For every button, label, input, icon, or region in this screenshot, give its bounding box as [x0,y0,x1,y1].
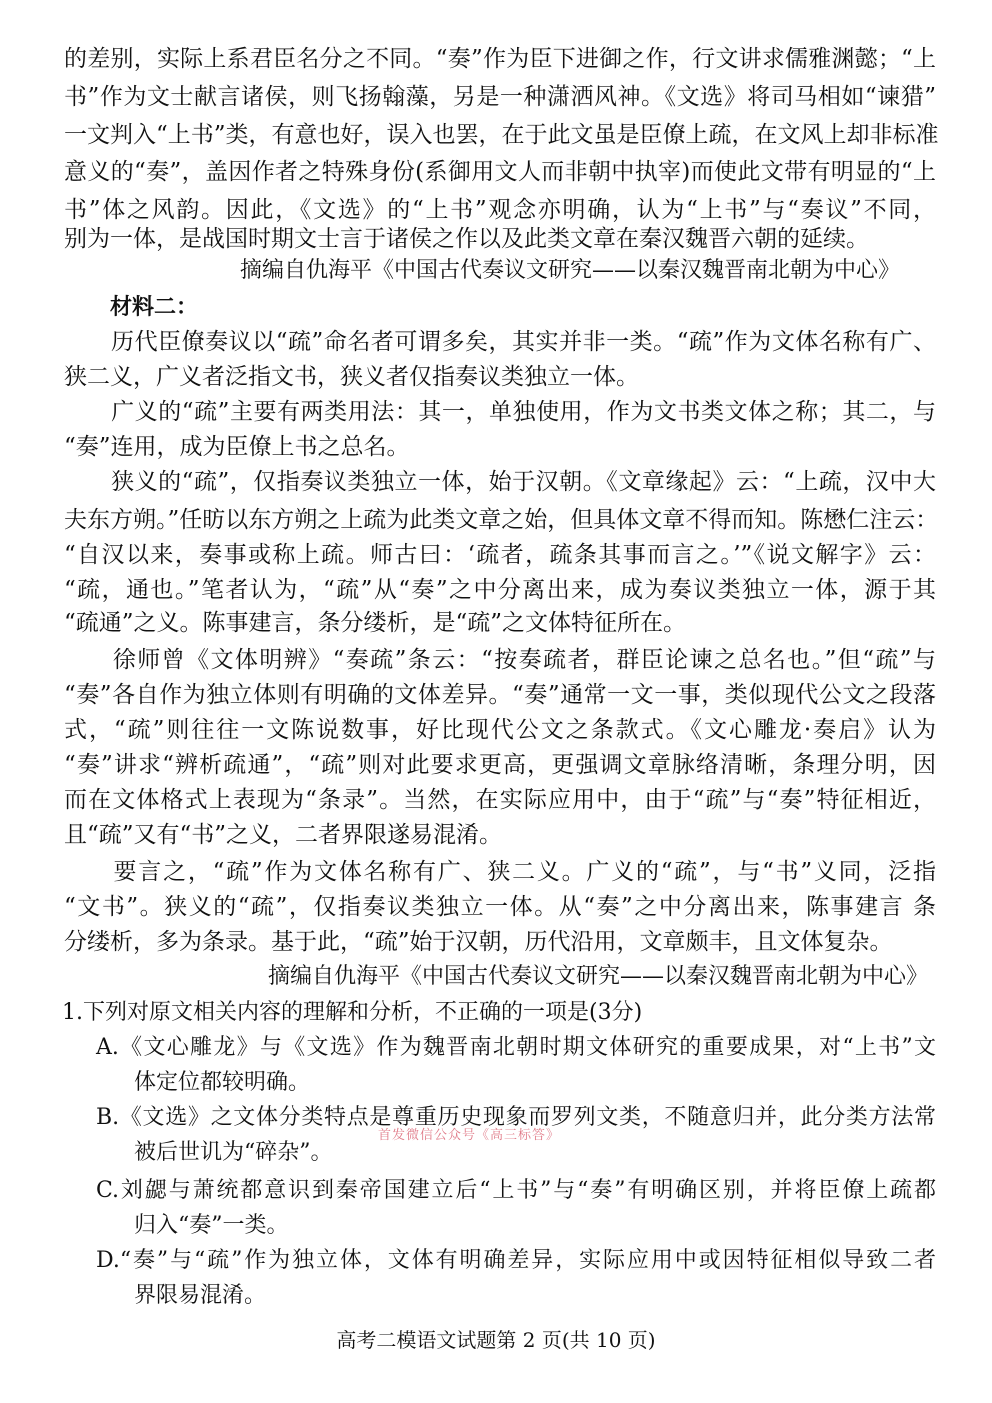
material2-line: 历代臣僚奏议以“疏”命名者可谓多矣，其实并非一类。“疏”作为文体名称有广、 [64,329,936,355]
option-c[interactable]: C.刘勰与萧统都意识到秦帝国建立后“上书”与“奏”有明确区别，并将臣僚上疏都 [96,1178,936,1203]
material1-line: 一文判入“上书”类，有意也好，误入也罢，在于此文虽是臣僚上疏，在文风上却非标准 [64,122,939,148]
option-b-cont: 被后世讥为“碎杂”。 [134,1140,333,1165]
option-b[interactable]: B.《文选》之文体分类特点是尊重历史现象而罗列文类，不随意归并，此分类方法常 [96,1105,936,1130]
material2-line: “文书”。狭义的“疏”，仅指奏议类独立一体。从“奏”之中分离出来，陈事建言 条 [64,894,936,920]
material2-line: “自汉以来，奏事或称上疏。师古曰：‘疏者，疏条其事而言之。’”《说文解字》云： [64,542,936,568]
material2-line: 而在文体格式上表现为“条录”。当然，在实际应用中，由于“疏”与“奏”特征相近， [64,787,936,813]
material2-line: “奏”讲求“辨析疏通”，“疏”则对此要求更高，更强调文章脉络清晰，条理分明，因 [64,752,936,778]
watermark: 首发微信公众号《高三标答》 [378,1128,561,1143]
option-a[interactable]: A.《文心雕龙》与《文选》作为魏晋南北朝时期文体研究的重要成果，对“上书”文 [96,1035,936,1060]
material2-line: “疏通”之义。陈事建言，条分缕析，是“疏”之文体特征所在。 [64,610,687,636]
material2-line: “疏，通也。”笔者认为，“疏”从“奏”之中分离出来，成为奏议类独立一体，源于其 [64,577,936,603]
material1-line: 的差别，实际上系君臣名分之不同。“奏”作为臣下进御之作，行文讲求儒雅渊懿；“上 [64,46,936,72]
material2-line: 广义的“疏”主要有两类用法：其一，单独使用，作为文书类文体之称；其二，与 [64,399,936,425]
material2-line: 分缕析，多为条录。基于此，“疏”始于汉朝，历代沿用，文章颇丰，且文体复杂。 [64,929,893,955]
material2-line: 狭义的“疏”，仅指奏议类独立一体，始于汉朝。《文章缘起》云：“上疏，汉中大 [64,469,936,495]
material1-line: 书”体之风韵。因此，《文选》的“上书”观念亦明确，认为“上书”与“奏议”不同， [64,197,936,223]
material2-heading: 材料二： [110,294,199,320]
source-citation-2: 摘编自仇海平《中国古代奏议文研究——以秦汉魏晋南北朝为中心》 [268,964,929,989]
material1-line: 意义的“奏”，盖因作者之特殊身份(系御用文人而非朝中执宰)而使此文带有明显的“上 [64,159,936,185]
option-d-cont: 界限易混淆。 [134,1283,267,1308]
material2-line: “奏”各自作为独立体则有明确的文体差异。“奏”通常一文一事，类似现代公文之段落 [64,682,936,708]
option-d[interactable]: D.“奏”与“疏”作为独立体，文体有明确差异，实际应用中或因特征相似导致二者 [96,1248,936,1273]
material2-line: 要言之，“疏”作为文体名称有广、狭二义。广义的“疏”，与“书”义同，泛指 [64,859,936,885]
page-footer: 高考二模语文试题第 2 页(共 10 页) [336,1328,656,1352]
question-stem: 1.下列对原文相关内容的理解和分析，不正确的一项是(3分) [62,1000,643,1025]
material2-line: 狭二义，广义者泛指文书，狭义者仅指奏议类独立一体。 [64,364,639,390]
material2-line: 夫东方朔。”任昉以东方朔之上疏为此类文章之始，但具体文章不得而知。陈懋仁注云： [64,507,939,533]
material2-line: 徐师曾《文体明辨》“奏疏”条云：“按奏疏者，群臣论谏之总名也。”但“疏”与 [64,647,936,673]
option-a-cont: 体定位都较明确。 [134,1070,311,1095]
material2-line: “奏”连用，成为臣僚上书之总名。 [64,434,410,460]
material1-line: 书”作为文士献言诸侯，则飞扬翰藻，另是一种潇洒风神。《文选》将司马相如“谏猎” [64,84,936,110]
material2-line: 式，“疏”则往往一文陈说数事，好比现代公文之条款式。《文心雕龙·奏启》认为 [64,717,936,743]
material2-line: 且“疏”又有“书”之义，二者界限遂易混淆。 [64,822,503,848]
option-c-cont: 归入“奏”一类。 [134,1213,289,1238]
source-citation-1: 摘编自仇海平《中国古代奏议文研究——以秦汉魏晋南北朝为中心》 [240,258,901,283]
material1-line: 别为一体，是战国时期文士言于诸侯之作以及此类文章在秦汉魏晋六朝的延续。 [64,226,869,252]
